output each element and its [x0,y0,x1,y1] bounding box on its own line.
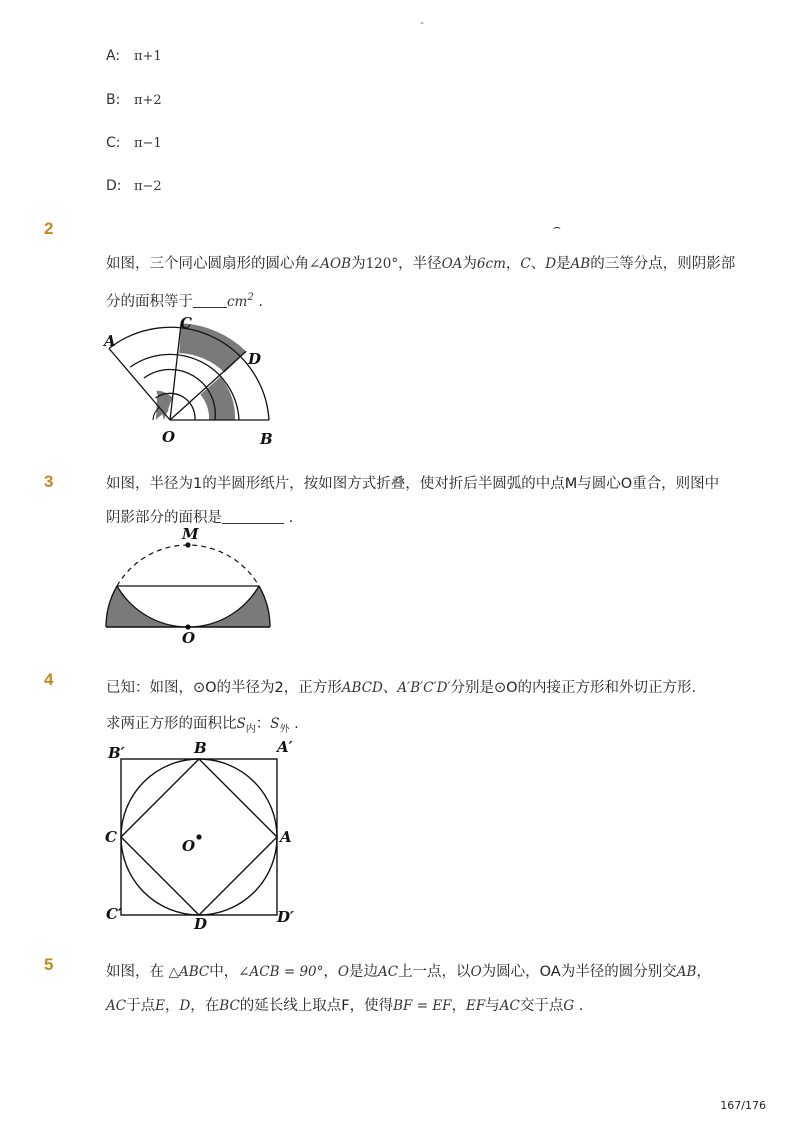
option-a[interactable]: A: π+1 [106,48,162,64]
semicircle-figure [100,526,280,646]
arc-mark: ⌢ [553,220,561,234]
label-c: C [105,828,117,846]
q4-text-line-2: 求两正方形的面积比$S_内$：$S_外$ . [106,716,299,735]
question-number-2: 2 [44,219,54,238]
question-number-3: 3 [44,472,54,491]
page-number: 167/176 [720,1099,766,1112]
q5-text-line-1: 如图，在 △ABC中，∠ACB = 90°，O是边AC上一点，以O为圆心，OA为半径的圆分别交AB， [106,964,711,980]
label-c-prime: C′ [106,905,122,923]
answer-blank[interactable] [222,509,284,524]
q3-text-line-2: 阴影部分的面积是 . [106,510,294,526]
q5-text-line-2: AC于点E，D，在BC的延长线上取点F，使得BF = EF，EF与AC交于点G . [106,998,584,1014]
q2-text-line-1: 如图，三个同心圆扇形的圆心角∠AOB为120°，半径OA为6cm，C、D是AB的三等分点，则阴影部 [106,256,736,272]
option-c[interactable]: C: π−1 [106,135,162,151]
option-d[interactable]: D: π−2 [106,178,162,194]
top-dash-mark: - [420,16,424,29]
squares-figure [100,736,300,936]
label-o: O [182,629,196,646]
label-d: D [194,915,208,933]
q3-text-line-1: 如图，半径为1的半圆形纸片，按如图方式折叠，使对折后半圆弧的中点M与圆心O重合，则图中 [106,476,720,492]
option-b[interactable]: B: π+2 [106,92,162,108]
label-b: B [194,739,207,757]
label-o: O [182,837,196,855]
label-d: D [248,350,262,368]
label-m: M [182,526,199,543]
sector-figure [100,312,290,452]
label-d-prime: D′ [277,908,294,926]
label-a-prime: A′ [277,738,293,756]
question-number-5: 5 [44,955,54,974]
label-a: A [280,828,292,846]
label-b: B [260,430,273,448]
q2-text-line-2: 分的面积等于 $cm^2$ . [106,292,263,310]
label-o: O [162,428,176,446]
label-a: A [104,332,116,350]
label-b-prime: B′ [108,744,125,762]
q4-text-line-1: 已知：如图，⊙O的半径为2，正方形ABCD、A′B′C′D′分别是⊙O的内接正方形和外切正方形． [106,680,707,696]
answer-blank[interactable] [193,293,227,308]
label-c: C [180,314,192,332]
question-number-4: 4 [44,670,54,689]
